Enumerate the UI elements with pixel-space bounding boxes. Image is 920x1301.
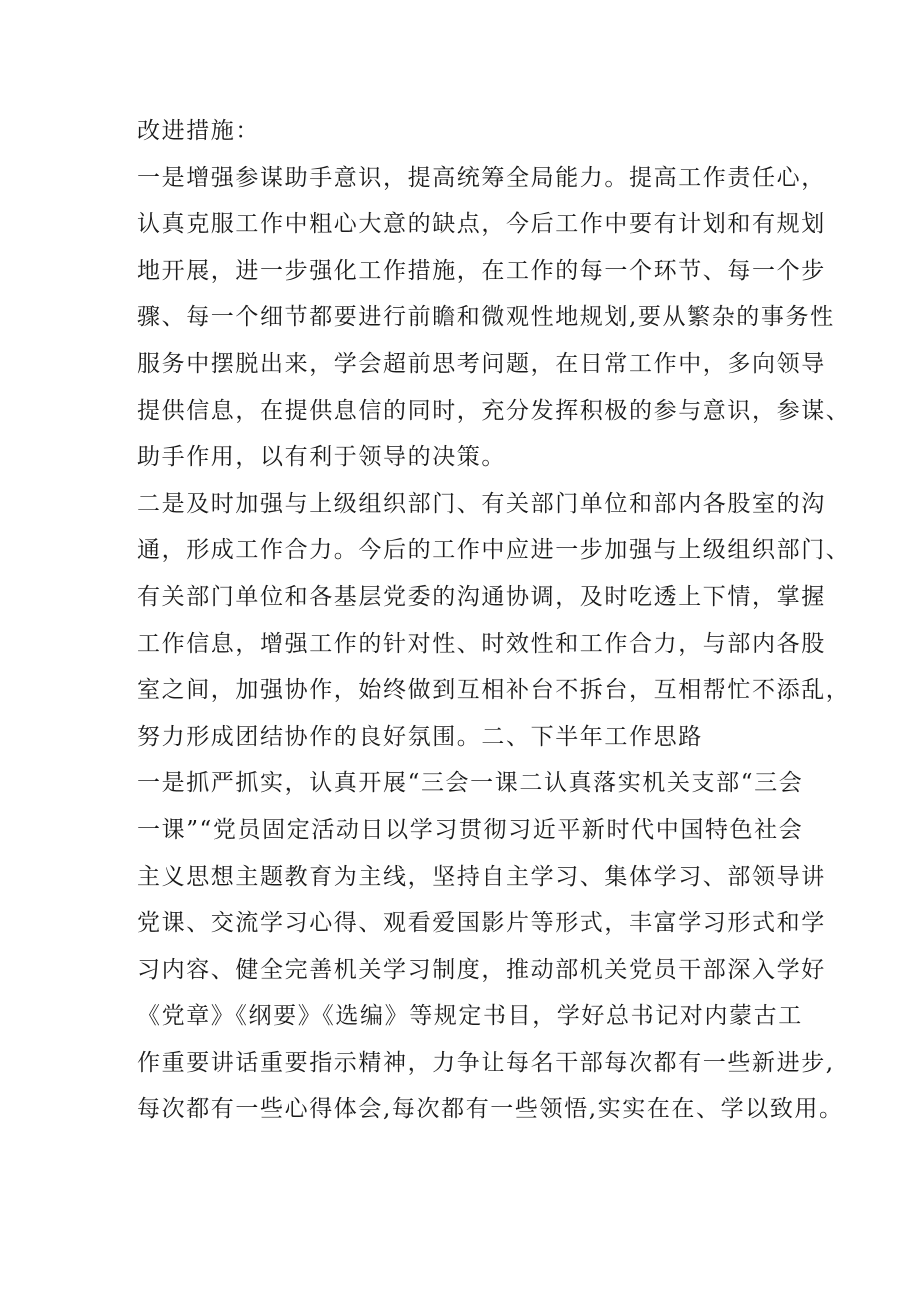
text-line: 有关部门单位和各基层党委的沟通协调，及时吃透上下情，掌握 <box>137 583 826 610</box>
text-line: 通，形成工作合力。今后的工作中应进一步加强与上级组织部门、 <box>137 537 851 564</box>
text-line: 助手作用，以有利于领导的决策。 <box>137 444 506 471</box>
text-line: 习内容、健全完善机关学习制度，推动部机关党员干部深入学好 <box>137 956 826 983</box>
document-body <box>137 108 851 1133</box>
text-line: 服务中摆脱出来，学会超前思考问题，在日常工作中，多向领导 <box>137 350 826 377</box>
text-line: 认真克服工作中粗心大意的缺点，今后工作中要有计划和有规划 <box>137 211 826 238</box>
text-line: 一是增强参谋助手意识，提高统筹全局能力。提高工作责任心， <box>137 164 826 191</box>
text-line: 努力形成团结协作的良好氛围。二、下半年工作思路 <box>137 723 703 750</box>
text-line: 地开展，进一步强化工作措施，在工作的每一个环节、每一个步 <box>137 257 826 284</box>
text-line: 一是抓严抓实，认真开展“三会一课二认真落实机关支部“三会 <box>137 770 804 797</box>
text-line: 作重要讲话重要指示精神，力争让每名干部每次都有一些新进步, <box>137 1049 835 1076</box>
text-line: 室之间，加强协作，始终做到互相补台不拆台，互相帮忙不添乱， <box>137 677 851 704</box>
text-line: 一课”“党员固定活动日以学习贯彻习近平新时代中国特色社会 <box>137 816 804 843</box>
text-line: 每次都有一些心得体会,每次都有一些领悟,实实在在、学以致用。 <box>137 1096 844 1123</box>
text-line: 提供信息，在提供息信的同时，充分发挥积极的参与意识，参谋、 <box>137 397 851 424</box>
text-line: 党课、交流学习心得、观看爱国影片等形式，丰富学习形式和学 <box>137 910 826 937</box>
text-line: 工作信息，增强工作的针对性、时效性和工作合力，与部内各股 <box>137 630 826 657</box>
text-line: 二是及时加强与上级组织部门、有关部门单位和部内各股室的沟 <box>137 490 826 517</box>
text-line: 改进措施： <box>137 118 260 144</box>
text-line: 《党章》《纲要》《选编》等规定书目，学好总书记对内蒙古工 <box>137 1003 803 1030</box>
text-line: 骤、每一个细节都要进行前瞻和微观性地规划,要从繁杂的事务性 <box>137 304 835 331</box>
text-line: 主义思想主题教育为主线，坚持自主学习、集体学习、部领导讲 <box>137 863 826 890</box>
